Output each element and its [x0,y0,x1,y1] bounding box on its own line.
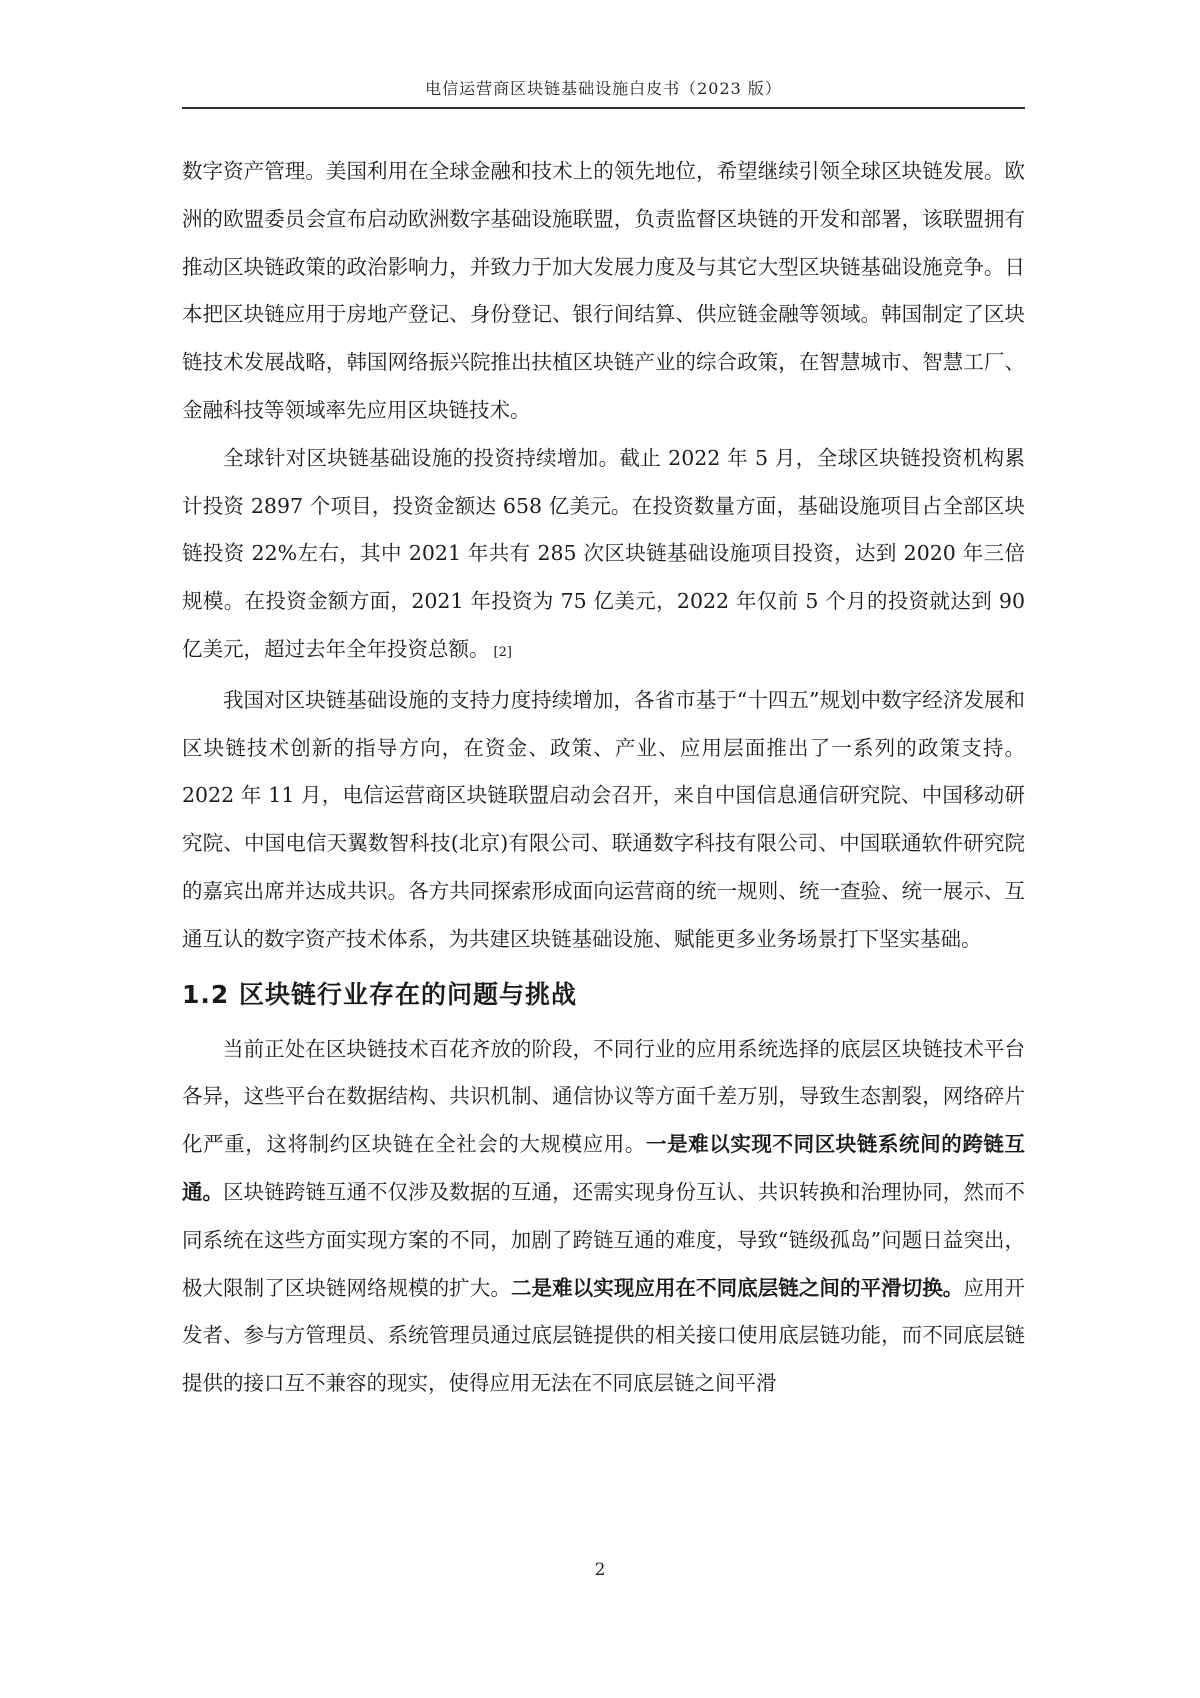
page-header: 电信运营商区块链基础设施白皮书（2023 版） [425,79,782,98]
citation-reference[interactable]: [2] [493,644,512,660]
header-divider [182,107,1025,109]
paragraph-investment-text: 全球针对区块链基础设施的投资持续增加。截止 2022 年 5 月，全球区块链投资机构累计投资 2897 个项目，投资金额达 658 亿美元。在投资数量方面，基础设施项目占全部区块链投资 22%左右，其中 2021 年共有 285 次区块链基础设施项目投资，达到 2020 年三倍规模。在投资金额方面，2021 年投资为 75 亿美元，2022 年仅前 5 个月的投资就达到 90 亿美元，超过去年全年投资总额。 [182,445,1025,661]
page-number: 2 [594,1560,606,1580]
document-body [182,148,1025,1408]
challenges-intro: 当前正处在区块链技术百花齐放的阶段，不同行业的应用系统选择的底层区块链技术平台各异，这些平台在数据结构、共识机制、通信协议等方面千差万别，导致生态割裂，网络碎片化严重，这将制约区块链在全社会的大规模应用。 [182,1036,1025,1157]
challenges-middle: 区块链跨链互通不仅涉及数据的互通，还需实现身份互认、共识转换和治理协同，然而不同系统在这些方面实现方案的不同，加剧了跨链互通的难度，导致“链级孤岛”问题日益突出，极大限制了区块链网络规模的扩大。 [182,1179,1025,1300]
challenge-one-bold: 一是难以实现不同区块链系统间的跨链互通。 [182,1132,1026,1204]
paragraph-investment [182,435,1025,677]
section-heading: 1.2 区块链行业存在的问题与挑战 [182,979,577,1009]
paragraph-global-policies: 数字资产管理。美国利用在全球金融和技术上的领先地位，希望继续引领全球区块链发展。欧洲的欧盟委员会宣布启动欧洲数字基础设施联盟，负责监督区块链的开发和部署，该联盟拥有推动区块链政策的政治影响力，并致力于加大发展力度及与其它大型区块链基础设施竞争。日本把区块链应用于房地产登记、身份登记、银行间结算、供应链金融等领域。韩国制定了区块链技术发展战略，韩国网络振兴院推出扶植区块链产业的综合政策，在智慧城市、智慧工厂、金融科技等领域率先应用区块链技术。 [182,159,1025,422]
challenge-two-bold: 二是难以实现应用在不同底层链之间的平滑切换。 [511,1275,964,1300]
paragraph-challenges [182,1026,1025,1408]
challenges-tail: 应用开发者、参与方管理员、系统管理员通过底层链提供的相关接口使用底层链功能，而不同底层链提供的接口互不兼容的现实，使得应用无法在不同底层链之间平滑 [182,1275,1025,1396]
paragraph-china-support: 我国对区块链基础设施的支持力度持续增加，各省市基于“十四五”规划中数字经济发展和区块链技术创新的指导方向，在资金、政策、产业、应用层面推出了一系列的政策支持。2022 年 11 月，电信运营商区块链联盟启动会召开，来自中国信息通信研究院、中国移动研究院、中国电信天翼数智科技(北京)有限公司、联通数字科技有限公司、中国联通软件研究院的嘉宾出席并达成共识。各方共同探索形成面向运营商的统一规则、统一查验、统一展示、互通互认的数字资产技术体系，为共建区块链基础设施、赋能更多业务场景打下坚实基础。 [182,687,1025,951]
